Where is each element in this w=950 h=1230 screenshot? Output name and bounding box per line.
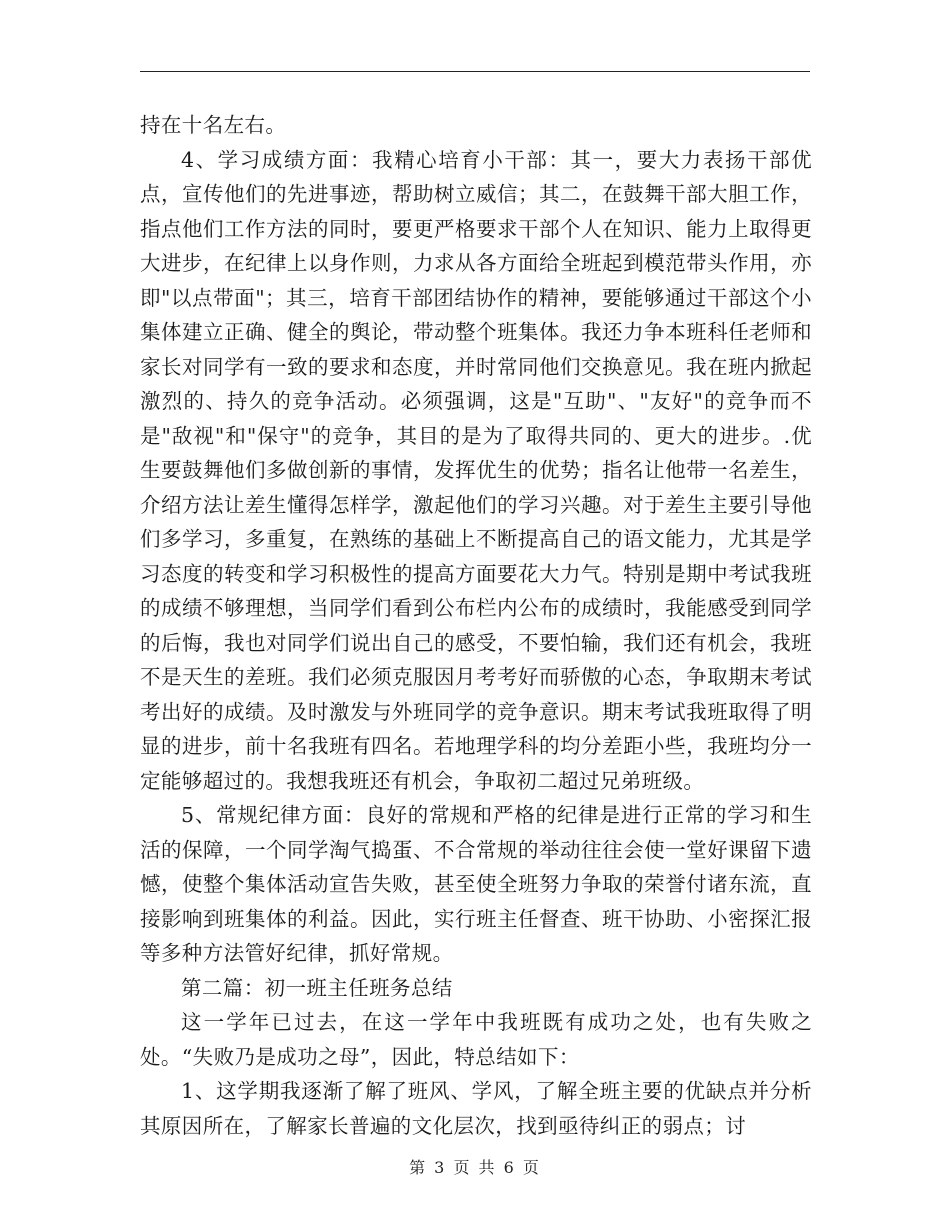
paragraph-study-results: 4、学习成绩方面：我精心培育小干部：其一，要大力表扬干部优点，宣传他们的先进事迹，帮助树立威信；其二，在鼓舞干部大胆工作，指点他们工作方法的同时，要更严格要求干部个人在知识、能力上取得更大进步，在纪律上以身作则，力求从各方面给全班起到模范带头作用，亦即"以点带面"；其三，培育干部团结协作的精神，要能够通过干部这个小集体建立正确、健全的舆论，带动整个班集体。我还力争本班科任老师和家长对同学有一致的要求和态度，并时常同他们交换意见。我在班内掀起激烈的、持久的竞争活动。必须强调，这是"互助"、"友好"的竞争而不是"敌视"和"保守"的竞争，其目的是为了取得共同的、更大的进步。.优生要鼓舞他们多做创新的事情，发挥优生的优势；指名让他带一名差生，介绍方法让差生懂得怎样学，激起他们的学习兴趣。对于差生主要引导他们多学习，多重复，在熟练的基础上不断提高自己的语文能力，尤其是学习态度的转变和学习积极性的提高方面要花大力气。特别是期中考试我班的成绩不够理想，当同学们看到公布栏内公布的成绩时，我能感受到同学的后悔，我也对同学们说出自己的感受，不要怕输，我们还有机会，我班不是天生的差班。我们必须克服因月考考好而骄傲的心态，争取期末考试考出好的成绩。及时激发与外班同学的竞争意识。期末考试我班取得了明显的进步，前十名我班有四名。若地理学科的均分差距小些，我班均分一定能够超过的。我想我班还有机会，争取初二超过兄弟班级。 xyxy=(140,147,812,793)
page-footer: 第 3 页 共 6 页 xyxy=(409,1158,541,1177)
paragraph-intro: 这一学年已过去，在这一学年中我班既有成功之处，也有失败之处。“失败乃是成功之母”，因此，特总结如下： xyxy=(140,1010,812,1069)
paragraph-item-1: 1、这学期我逐渐了解了班风、学风，了解全班主要的优缺点并分析其原因所在，了解家长普遍的文化层次，找到亟待纠正的弱点；讨 xyxy=(140,1079,812,1138)
document-body xyxy=(140,108,812,1143)
paragraph-continuation: 持在十名左右。 xyxy=(140,113,287,137)
header-rule xyxy=(140,71,810,72)
section-heading: 第二篇：初一班主任班务总结 xyxy=(181,975,453,1000)
paragraph-discipline: 5、常规纪律方面：良好的常规和严格的纪律是进行正常的学习和生活的保障，一个同学淘气捣蛋、不合常规的举动往往会使一堂好课留下遗憾，使整个集体活动宣告失败，甚至使全班努力争取的荣誉付诸东流，直接影响到班集体的利益。因此，实行班主任督查、班干协助、小密探汇报等多种方法管好纪律，抓好常规。 xyxy=(140,803,812,965)
